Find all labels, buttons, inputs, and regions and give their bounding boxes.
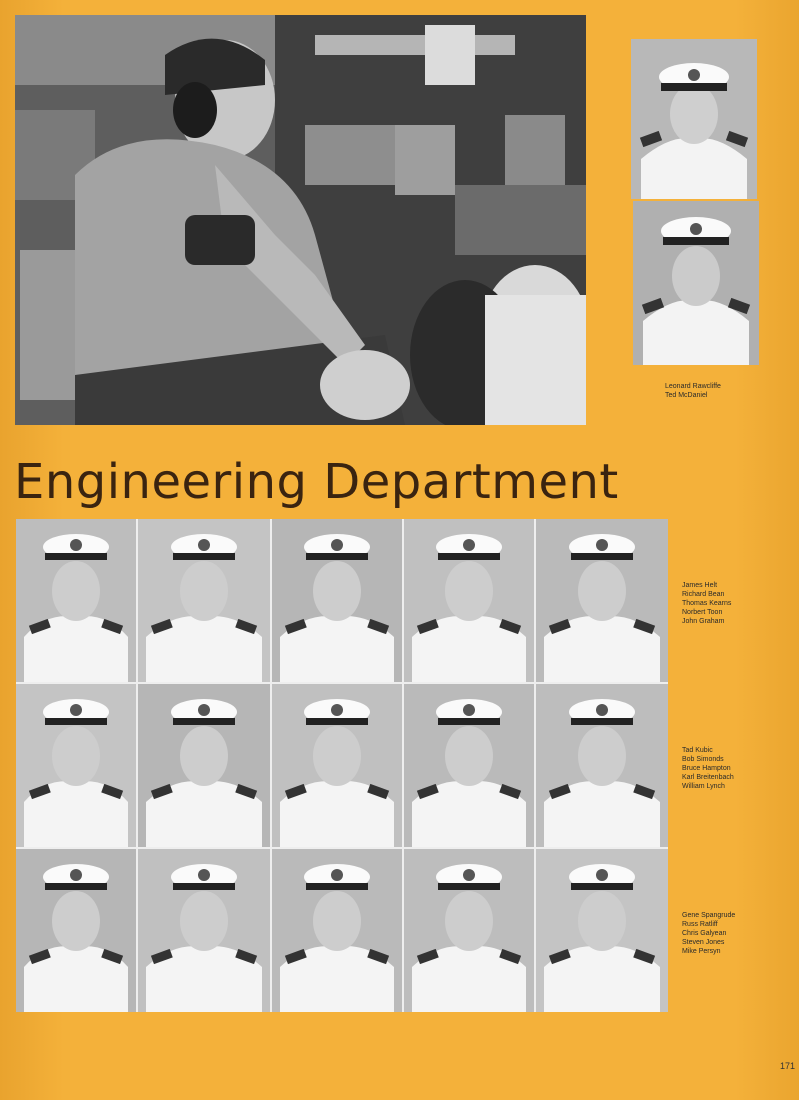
page-number: 171 bbox=[780, 1061, 796, 1071]
portrait-leonard-rawcliffe bbox=[631, 39, 757, 199]
caption-name: James Helt bbox=[682, 582, 718, 589]
caption-name: Karl Breitenbach bbox=[682, 774, 734, 781]
name-ted-mcdaniel: Ted McDaniel bbox=[665, 392, 708, 399]
page-title: Engineering Department bbox=[14, 454, 619, 510]
caption-name: Chris Galyean bbox=[682, 930, 727, 937]
officer-portrait-grid bbox=[16, 519, 668, 1012]
officer-portrait bbox=[404, 684, 534, 847]
officer-portrait bbox=[272, 849, 402, 1012]
caption-name: Russ Ratliff bbox=[682, 921, 718, 928]
caption-name: Thomas Kearns bbox=[682, 600, 732, 607]
officer-portrait bbox=[138, 849, 270, 1012]
officer-portrait bbox=[16, 519, 136, 682]
caption-name: Gene Spangrude bbox=[682, 912, 736, 919]
name-leonard-rawcliffe: Leonard Rawcliffe bbox=[665, 383, 721, 390]
officer-portrait bbox=[536, 684, 668, 847]
caption-name: Mike Persyn bbox=[682, 948, 721, 955]
caption-name: Steven Jones bbox=[682, 939, 725, 946]
row-2-caption bbox=[682, 746, 734, 791]
caption-name: Norbert Toon bbox=[682, 609, 723, 616]
top-portraits-caption bbox=[665, 382, 721, 400]
engine-room-photo bbox=[15, 15, 586, 425]
officer-portrait bbox=[16, 684, 136, 847]
officer-portrait bbox=[536, 849, 668, 1012]
officer-portrait bbox=[272, 684, 402, 847]
officer-portrait bbox=[536, 519, 668, 682]
officer-portrait bbox=[138, 519, 270, 682]
portrait-ted-mcdaniel bbox=[633, 201, 759, 365]
row-3-caption bbox=[682, 911, 735, 956]
caption-name: Bob Simonds bbox=[682, 756, 724, 763]
row-1-caption bbox=[682, 581, 731, 626]
caption-name: Bruce Hampton bbox=[682, 765, 731, 772]
caption-name: Richard Bean bbox=[682, 591, 725, 598]
officer-portrait bbox=[404, 519, 534, 682]
officer-portrait bbox=[404, 849, 534, 1012]
caption-name: Tad Kubic bbox=[682, 747, 713, 754]
officer-portrait bbox=[16, 849, 136, 1012]
caption-name: William Lynch bbox=[682, 783, 725, 790]
officer-portrait bbox=[138, 684, 270, 847]
officer-portrait bbox=[272, 519, 402, 682]
caption-name: John Graham bbox=[682, 618, 725, 625]
